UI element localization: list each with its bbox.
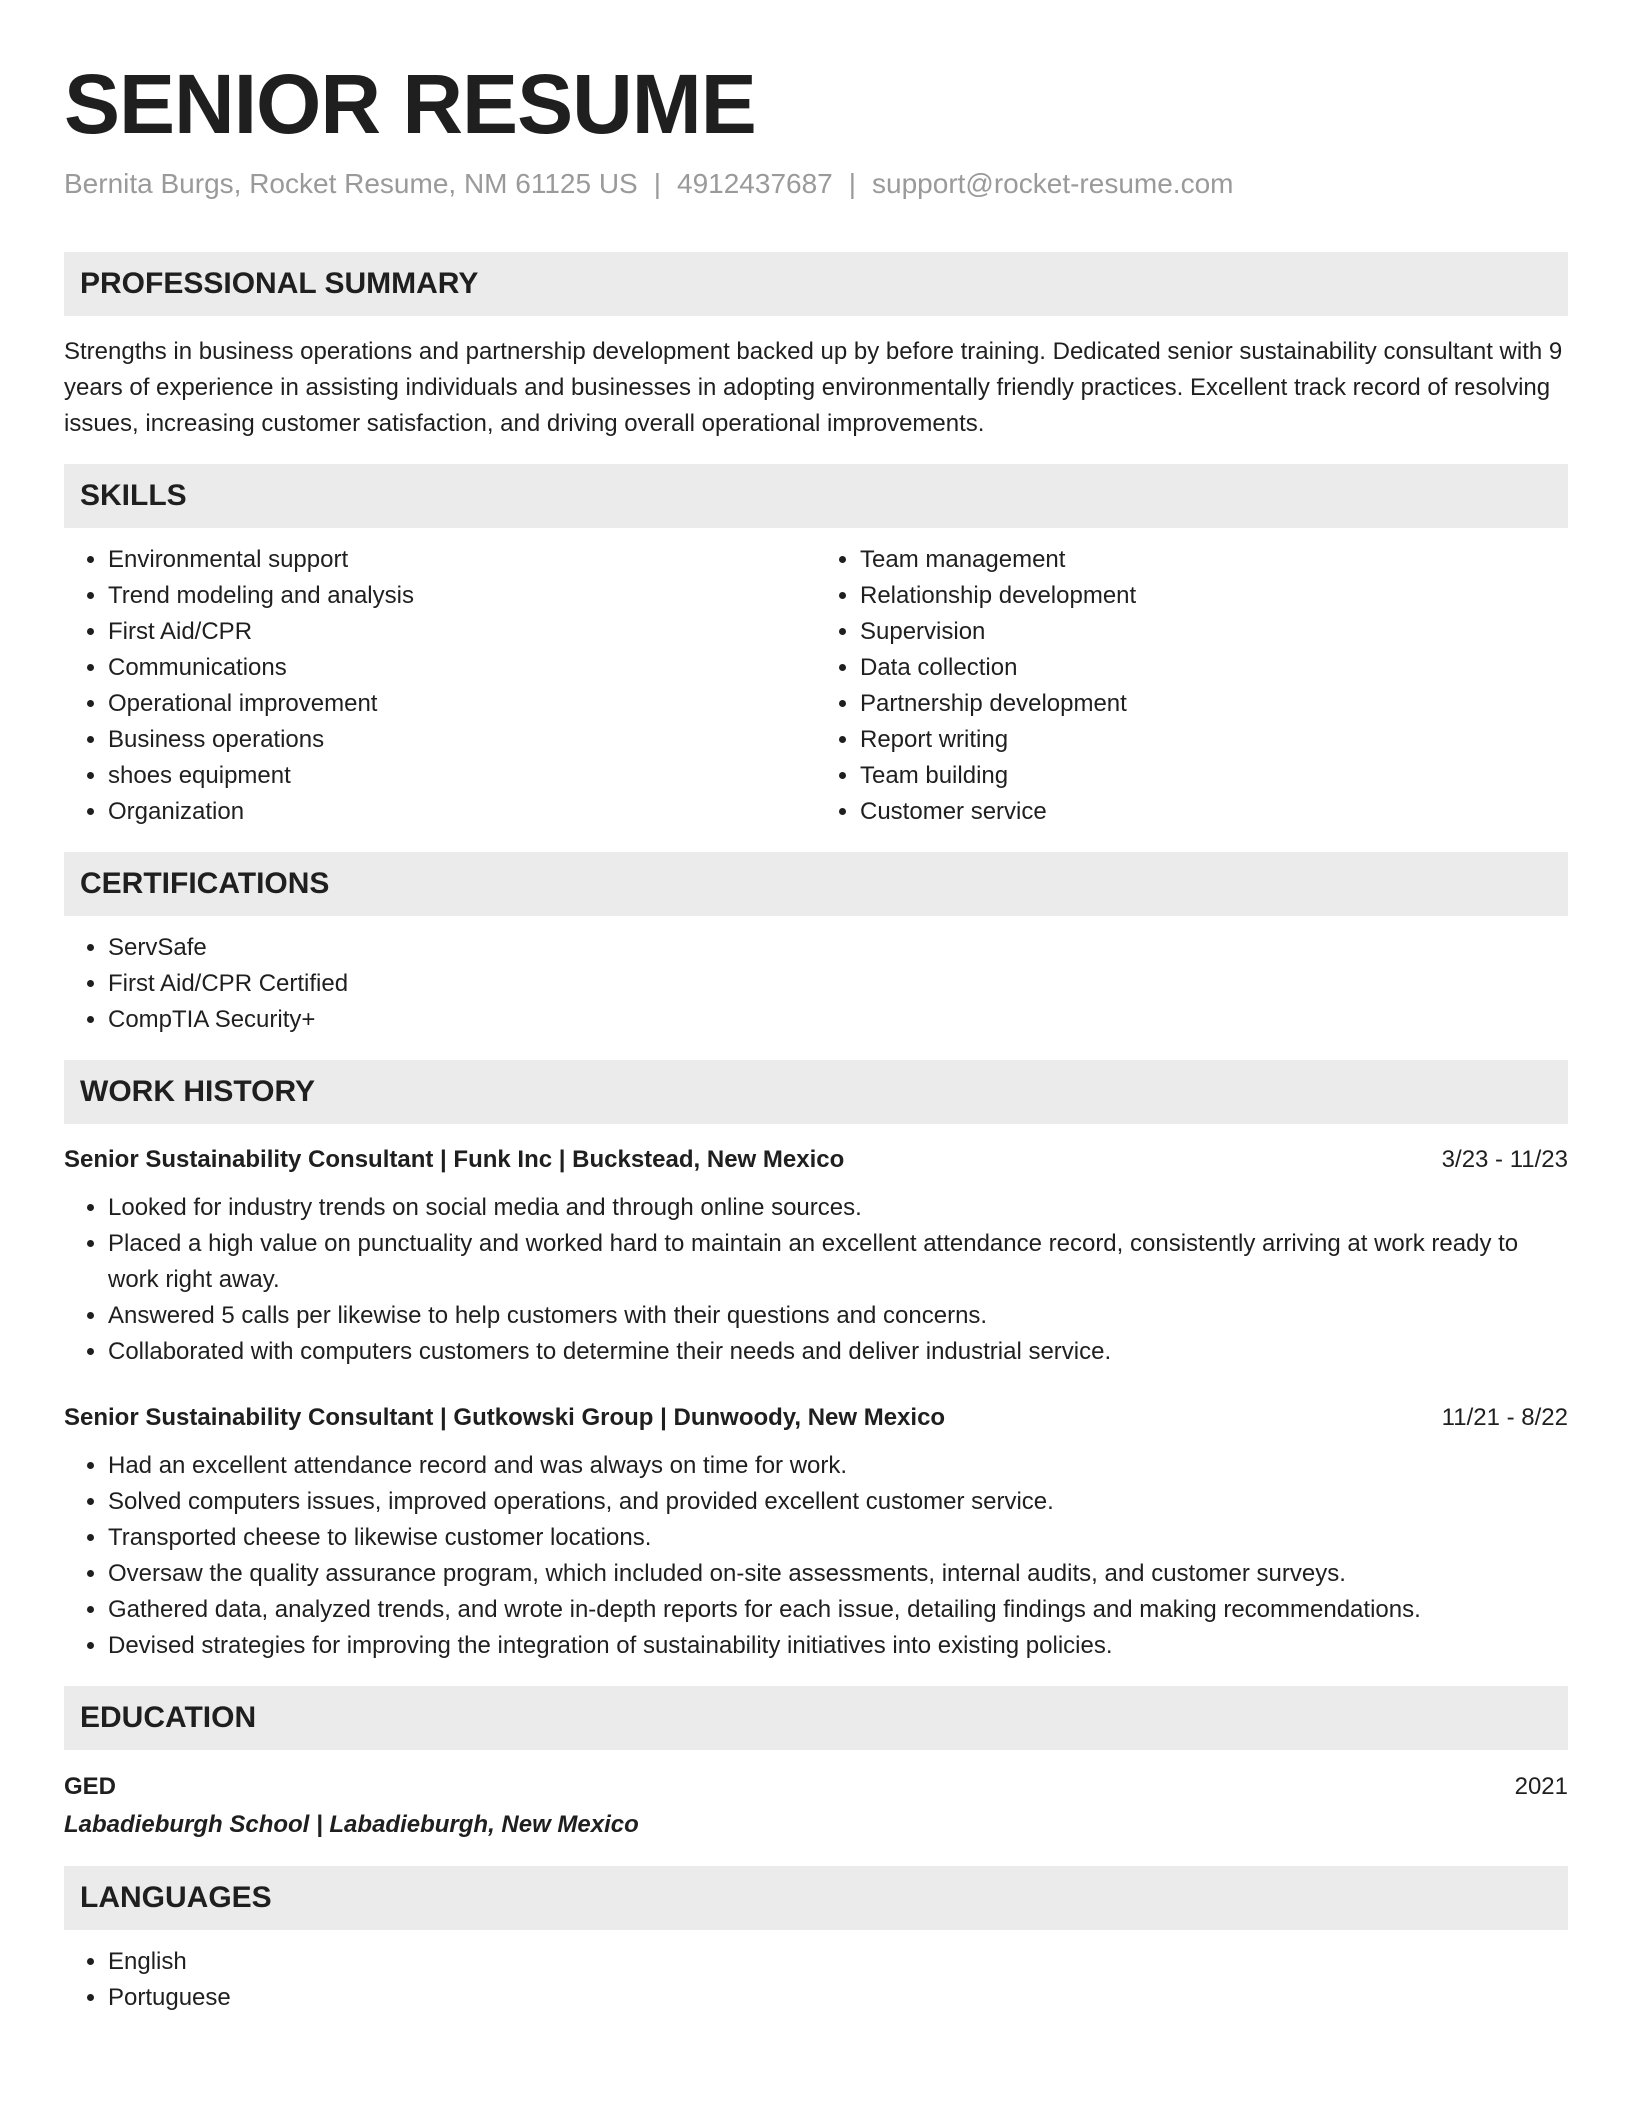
skill-item: • Partnership development	[860, 686, 1568, 722]
skills-list-right	[816, 542, 1568, 830]
language-item: • Portuguese	[108, 1980, 1568, 2016]
skill-item: • Trend modeling and analysis	[108, 578, 816, 614]
skill-item: • Operational improvement	[108, 686, 816, 722]
section-header-summary: PROFESSIONAL SUMMARY	[64, 252, 1568, 316]
contact-line	[64, 166, 1568, 202]
certification-item: • First Aid/CPR Certified	[108, 966, 1568, 1002]
skill-item: • Business operations	[108, 722, 816, 758]
education-header	[64, 1768, 1568, 1806]
skill-item: • Communications	[108, 650, 816, 686]
section-header-skills: SKILLS	[64, 464, 1568, 528]
contact-phone: 4912437687	[677, 168, 833, 199]
resume-title: SENIOR RESUME	[64, 57, 756, 151]
job-bullets	[64, 1448, 1568, 1664]
skill-item: • Data collection	[860, 650, 1568, 686]
skill-item: • Organization	[108, 794, 816, 830]
job-bullet: • Oversaw the quality assurance program, which included on-site assessments, internal audits, and customer surveys.	[108, 1556, 1568, 1592]
education-degree: GED	[64, 1773, 117, 1800]
certification-item: • CompTIA Security+	[108, 1002, 1568, 1038]
job-bullet: • Answered 5 calls per likewise to help customers with their questions and concerns.	[108, 1298, 1568, 1334]
section-header-languages: LANGUAGES	[64, 1866, 1568, 1930]
job-bullets	[64, 1190, 1568, 1370]
job-header	[64, 1400, 1568, 1436]
certification-item: • ServSafe	[108, 930, 1568, 966]
job-header	[64, 1142, 1568, 1178]
contact-separator: |	[848, 168, 857, 199]
job-bullet: • Solved computers issues, improved operations, and provided excellent customer service.	[108, 1484, 1568, 1520]
languages-list	[64, 1944, 1568, 2016]
skill-item: • Team management	[860, 542, 1568, 578]
skill-item: • shoes equipment	[108, 758, 816, 794]
language-item: • English	[108, 1944, 1568, 1980]
section-header-certifications: CERTIFICATIONS	[64, 852, 1568, 916]
job-title: Senior Sustainability Consultant | Gutkowski Group | Dunwoody, New Mexico	[64, 1404, 946, 1431]
skill-item: • First Aid/CPR	[108, 614, 816, 650]
job-bullet: • Placed a high value on punctuality and worked hard to maintain an excellent attendance record, consistently arriving at work ready to work right away.	[108, 1226, 1568, 1298]
job-title: Senior Sustainability Consultant | Funk Inc | Buckstead, New Mexico	[64, 1146, 845, 1173]
certifications-list	[64, 930, 1568, 1038]
skill-item: • Report writing	[860, 722, 1568, 758]
skills-columns	[64, 542, 1568, 830]
job-bullet: • Devised strategies for improving the integration of sustainability initiatives into existing policies.	[108, 1628, 1568, 1664]
job-bullet: • Looked for industry trends on social media and through online sources.	[108, 1190, 1568, 1226]
job-bullet: • Gathered data, analyzed trends, and wrote in-depth reports for each issue, detailing findings and making recommendations.	[108, 1592, 1568, 1628]
education-entry	[64, 1768, 1568, 1844]
job-dates: 11/21 - 8/22	[1441, 1404, 1568, 1431]
skill-item: • Team building	[860, 758, 1568, 794]
job-bullet: • Collaborated with computers customers to determine their needs and deliver industrial service.	[108, 1334, 1568, 1370]
summary-text: Strengths in business operations and partnership development backed up by before training. Dedicated senior sustainability consultant with 9 years of experience in assisting individuals and businesses in adopting environmentally friendly practices. Excellent track record of resolving issues, increasing customer satisfaction, and driving overall operational improvements.	[64, 338, 1563, 437]
education-school: Labadieburgh School | Labadieburgh, New Mexico	[64, 1811, 639, 1838]
contact-separator: |	[653, 168, 662, 199]
contact-email: support@rocket-resume.com	[872, 168, 1234, 199]
skill-item: • Relationship development	[860, 578, 1568, 614]
job-entry	[64, 1142, 1568, 1370]
job-dates: 3/23 - 11/23	[1441, 1146, 1568, 1173]
section-header-education: EDUCATION	[64, 1686, 1568, 1750]
job-entry	[64, 1400, 1568, 1664]
skills-list-left	[64, 542, 816, 830]
section-header-work-history: WORK HISTORY	[64, 1060, 1568, 1124]
skill-item: • Customer service	[860, 794, 1568, 830]
job-bullet: • Transported cheese to likewise customer locations.	[108, 1520, 1568, 1556]
skill-item: • Supervision	[860, 614, 1568, 650]
skill-item: • Environmental support	[108, 542, 816, 578]
contact-address: Bernita Burgs, Rocket Resume, NM 61125 US	[64, 168, 638, 199]
job-bullet: • Had an excellent attendance record and was always on time for work.	[108, 1448, 1568, 1484]
education-year: 2021	[1514, 1773, 1568, 1800]
